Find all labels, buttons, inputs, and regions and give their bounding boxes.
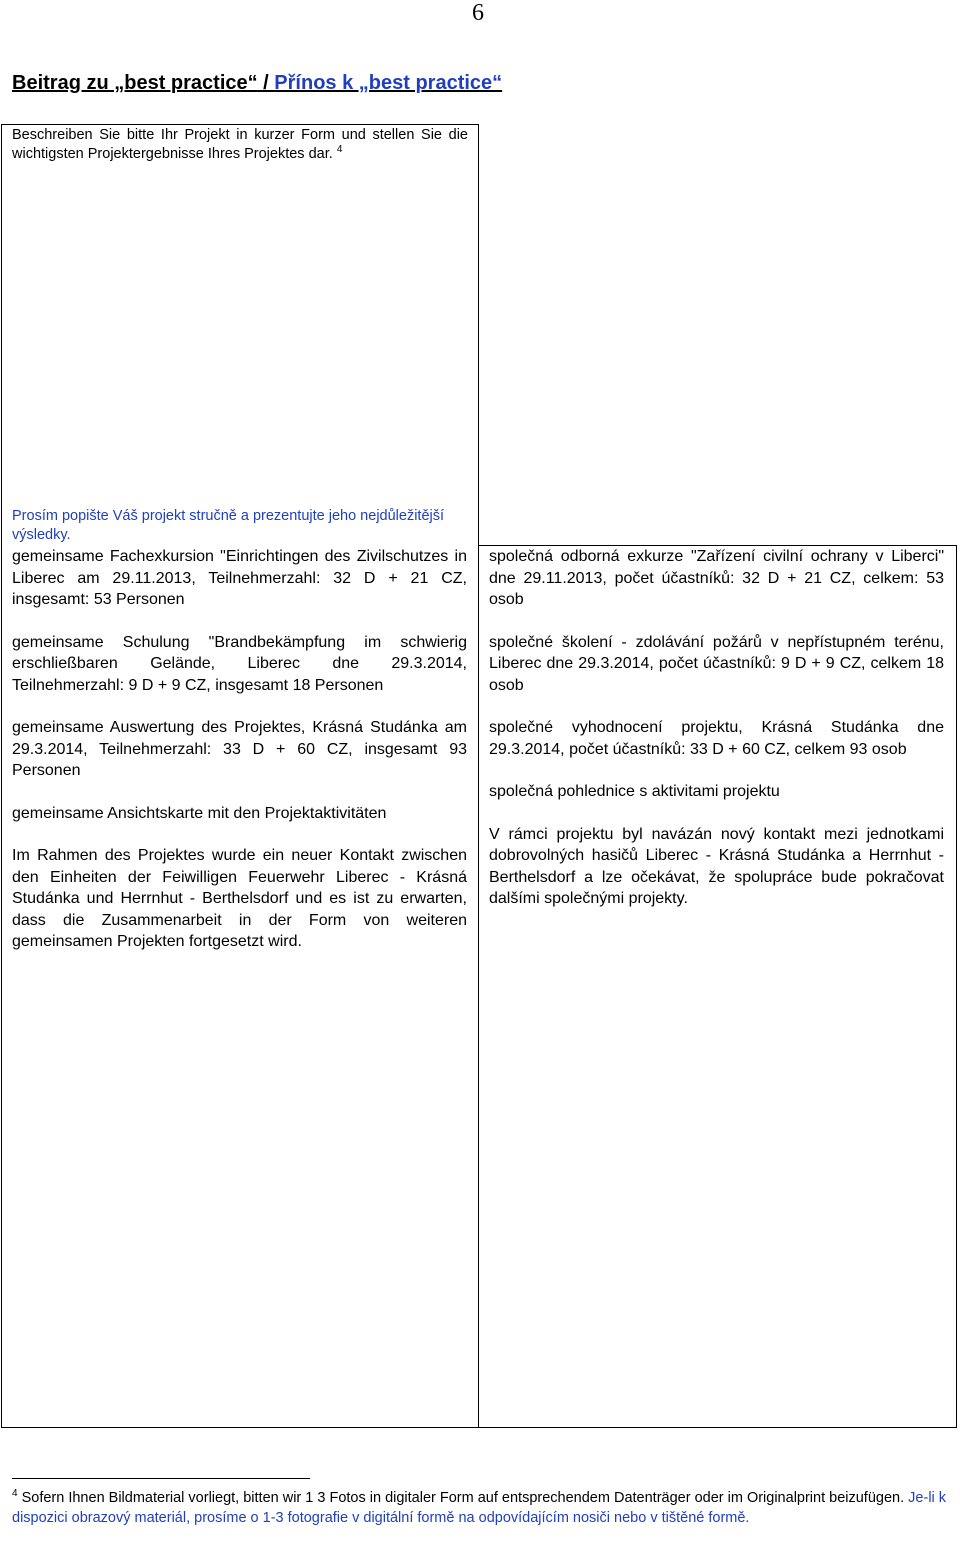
footnote-cz: Je-li k dispozici obrazový materiál, prosíme o 1-3 fotografie v digitální formě na odpovídajícím nosiči nebo v tištěné formě.: [12, 1490, 947, 1526]
paragraph-cz-5: V rámci projektu byl navázán nový kontakt mezi jednotkami dobrovolných hasičů Liberec - Krásná Studánka a Herrnhut - Berthelsdorf a lze očekávat, že spolupráce bude pokračovat dalšími společnými projekty.: [489, 825, 944, 907]
paragraph-cz-1: společná odborná exkurze "Zařízení civilní ochrany v Liberci" dne 29.11.2013, počet účastníků: 32 D + 21 CZ, celkem: 53 osob: [489, 548, 944, 608]
box-border-top: [1, 124, 479, 125]
page-number: 6: [472, 0, 484, 26]
footnote: [12, 1488, 947, 1528]
title-cz: Přínos k „best practice“: [274, 72, 503, 94]
paragraph-de-5: Im Rahmen des Projektes wurde ein neuer Kontakt zwischen den Einheiten der Feiwilligen Feuerwehr Liberec - Krásná Studánka und Herrnhut - Berthelsdorf und es ist zu erwarten, dass die Zusammenarbeit in der Form von weiteren gemeinsamen Projekten fortgesetzt wird.: [12, 847, 467, 950]
footnote-number: 4: [12, 1488, 18, 1500]
paragraph-de-3: gemeinsame Auswertung des Projektes, Krásná Studánka am 29.3.2014, Teilnehmerzahl: 33 D + 60 CZ, insgesamt 93 Personen: [12, 719, 467, 779]
paragraph-de-2: gemeinsame Schulung "Brandbekämpfung im schwierig erschließbaren Gelände, Liberec dne 29.3.2014, Teilnehmerzahl: 9 D + 9 CZ, insgesamt 18 Personen: [12, 633, 467, 694]
footnote-de: Sofern Ihnen Bildmaterial vorliegt, bitten wir 1 3 Fotos in digitaler Form auf entsprechendem Datenträger oder im Originalprint beizufügen.: [21, 1490, 905, 1506]
footnote-separator: [12, 1478, 310, 1479]
box-border-bottom: [1, 1427, 957, 1428]
column-czech: [489, 546, 944, 931]
paragraph-de-4: gemeinsame Ansichtskarte mit den Projektaktivitäten: [12, 804, 387, 822]
column-german: [12, 546, 467, 974]
paragraph-cz-3: společné vyhodnocení projektu, Krásná Studánka dne 29.3.2014, počet účastníků: 33 D + 60 CZ, celkem 93 osob: [489, 719, 944, 758]
paragraph-cz-4: společná pohlednice s aktivitami projektu: [489, 783, 780, 800]
title-de: Beitrag zu „best practice“: [12, 72, 258, 94]
footnote-ref: 4: [336, 144, 343, 156]
box-border-right: [956, 545, 957, 1428]
page-title: [12, 72, 502, 95]
box-border-left: [1, 124, 2, 1428]
paragraph-cz-2: společné školení - zdolávání požárů v nepřístupném terénu, Liberec dne 29.3.2014, počet účastníků: 9 D + 9 CZ, celkem 18 osob: [489, 633, 944, 694]
prompt-cz: Prosím popište Váš projekt stručně a prezentujte jeho nejdůležitější výsledky.: [12, 508, 445, 543]
prompt-de: Beschreiben Sie bitte Ihr Projekt in kurzer Form und stellen Sie die wichtigsten Projektergebnisse Ihres Projektes dar. $^4$: [12, 127, 468, 162]
box-border-divider: [478, 124, 479, 1428]
title-separator: /: [257, 72, 275, 94]
paragraph-de-1: gemeinsame Fachexkursion "Einrichtingen des Zivilschutzes in Liberec am 29.11.2013, Teilnehmerzahl: 32 D + 21 CZ, insgesamt: 53 Personen: [12, 548, 467, 608]
